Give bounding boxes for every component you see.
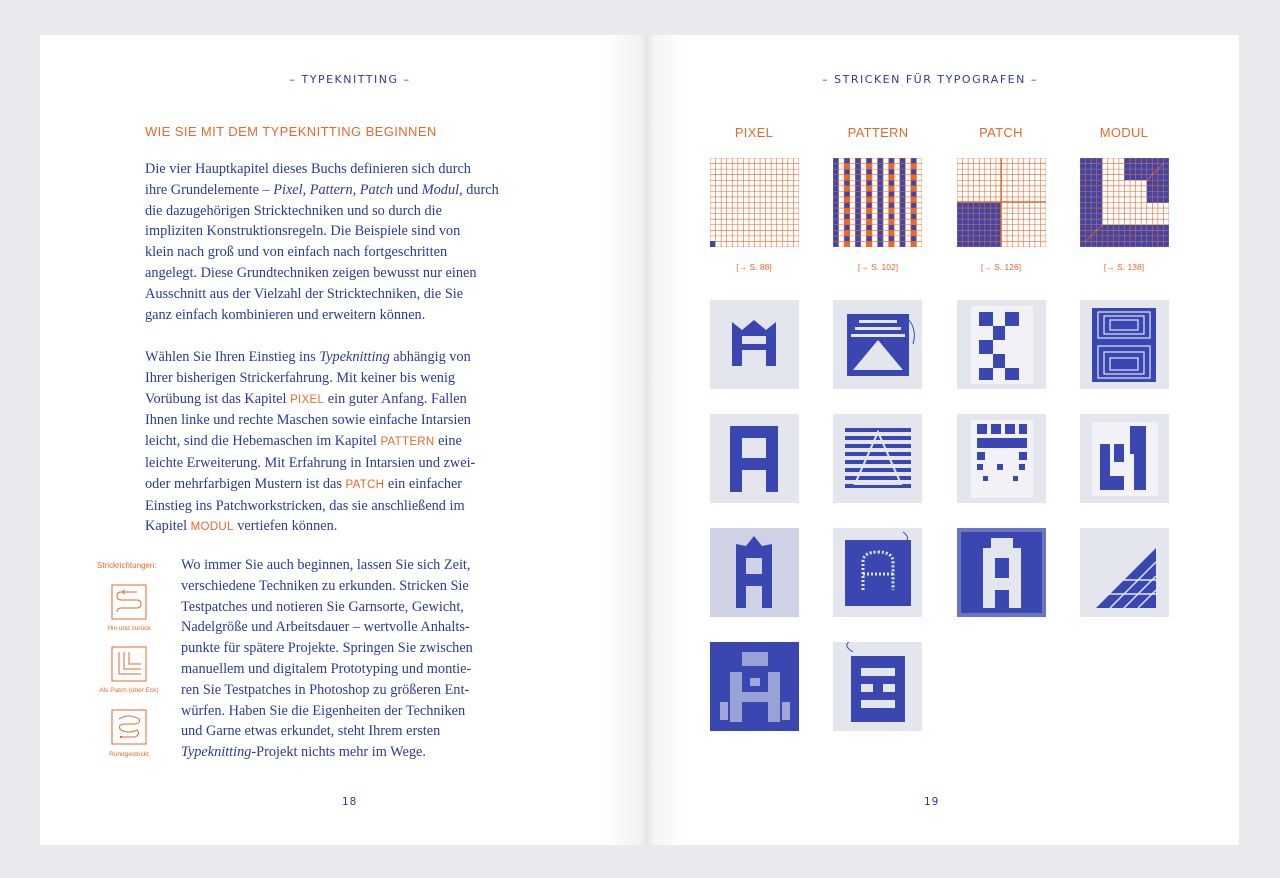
knit-swatch-photo [710,300,799,389]
italic-term: Modul [421,181,460,198]
text-line: punkte für spätere Projekte. Springen Sie zwischen [181,640,473,657]
text-line: Vorübung ist das Kapitel PIXEL ein guter Anfang. Fallen [145,390,467,407]
round-knit-icon [111,709,147,745]
text-line: Kapitel MODUL vertiefen können. [145,518,338,535]
right-running-head: – STRICKEN FÜR TYPOGRAFEN – [822,73,1038,86]
knit-swatch-photo [957,300,1046,389]
chapter-keyword: MODUL [190,521,234,534]
knit-swatch-photo [833,528,922,617]
text-line: klein nach groß und von einfach nach fortgeschritten [145,244,448,261]
book-gutter [600,35,690,845]
patch-grid-diagram [957,158,1046,247]
pixel-grid-diagram [710,158,799,247]
text-line: manuellem und digitalem Prototyping und montie- [181,660,472,677]
pattern-grid-diagram [833,158,922,247]
italic-term: Typeknitting [181,744,252,761]
back-and-forth-icon [111,584,147,620]
column-head-patch: PATCH [979,125,1023,140]
text-line: leicht, sind die Hebemaschen im Kapitel PATTERN eine [145,433,462,450]
chapter-keyword: PATTERN [380,436,435,449]
text-line: oder mehrfarbigen Mustern ist das PATCH ein einfacher [145,475,463,492]
text-line: Ihrer bisherigen Strickerfahrung. Mit keiner bis wenig [145,369,456,386]
right-page-number: 19 [924,796,940,808]
page-ref-pixel: [→ S. 88] [736,262,772,272]
corner-patch-icon [111,646,147,682]
chapter-keyword: PIXEL [290,393,325,406]
direction-caption-1: Hin und zurück [107,625,151,632]
page-ref-modul: [→ S. 138] [1103,262,1145,272]
text-line: leichte Erweiterung. Mit Erfahrung in Intarsien und zwei- [145,454,476,471]
text-line: angelegt. Diese Grundtechniken zeigen bewusst nur einen [145,264,477,281]
text-line: Nadelgröße und Arbeitsdauer – wertvolle Anhalts- [181,619,470,636]
text-line: Ausschnitt aus der Vielzahl der Stricktechniken, die Sie [145,285,464,302]
knit-swatch-photo [1080,414,1169,503]
knit-swatch-photo [957,414,1046,503]
text-line: und Garne etwas erkundet, steht Ihrem ersten [181,723,441,740]
paragraph-2 [145,347,475,538]
page-ref-patch: [→ S. 126] [980,262,1022,272]
knit-swatch-photo [957,528,1046,617]
text-line: verschiedene Techniken zu erkunden. Stricken Sie [181,577,469,594]
text-line: Typeknitting-Projekt nichts mehr im Wege. [181,744,426,761]
knit-swatch-photo [710,414,799,503]
text-line: würfen. Haben Sie die Eigenheiten der Techniken [181,702,466,719]
column-head-pattern: PATTERN [847,125,909,140]
knit-swatch-photo [1080,300,1169,389]
knitting-directions-label: Strickrichtungen: [97,561,157,570]
section-heading: WIE SIE MIT DEM TYPEKNITTING BEGINNEN [145,124,437,139]
text-line: Wo immer Sie auch beginnen, lassen Sie sich Zeit, [181,557,471,573]
text-line: Wählen Sie Ihren Einstieg ins Typeknitting abhängig von [145,349,471,365]
italic-term: Pixel, Pattern, Patch [273,181,394,198]
text-line: Die vier Hauptkapitel dieses Buchs definieren sich durch [145,161,471,177]
knit-swatch-photo [833,300,922,389]
text-line: impliziten Konstruktionsregeln. Die Beispiele sind von [145,223,461,240]
knit-swatch-photo [1080,528,1169,617]
text-line: ihre Grundelemente – Pixel, Pattern, Patch und Modul, durch [145,181,499,198]
direction-caption-2: Als Patch (über Eck) [99,687,159,694]
knit-swatch-photo [710,642,799,731]
left-running-head: – TYPEKNITTING – [289,73,411,86]
text-line: die dazugehörigen Stricktechniken und so durch die [145,202,442,219]
text-line: Ihnen linke und rechte Maschen sowie einfache Intarsien [145,412,471,429]
chapter-keyword: PATCH [345,478,385,491]
knit-swatch-photo [710,528,799,617]
text-line: ganz einfach kombinieren und erweitern können. [145,306,426,323]
column-head-pixel: PIXEL [734,125,774,140]
modul-grid-diagram [1080,158,1169,247]
text-line: ren Sie Testpatches in Photoshop zu größeren Ent- [181,681,470,698]
paragraph-3 [181,555,473,763]
text-line: Testpatches und notieren Sie Garnsorte, Gewicht, [181,598,464,615]
direction-caption-3: Rundgestrickt [109,751,149,758]
italic-term: Typeknitting [319,349,390,365]
page-ref-pattern: [→ S. 102] [857,262,899,272]
knit-swatch-photo [833,642,922,731]
paragraph-1 [145,159,499,325]
text-line: Einstieg ins Patchworkstricken, das sie anschließend im [145,497,465,514]
book-spread [40,35,1239,845]
knit-swatch-photo [833,414,922,503]
left-page-number: 18 [342,796,358,808]
column-head-modul: MODUL [1099,125,1149,140]
